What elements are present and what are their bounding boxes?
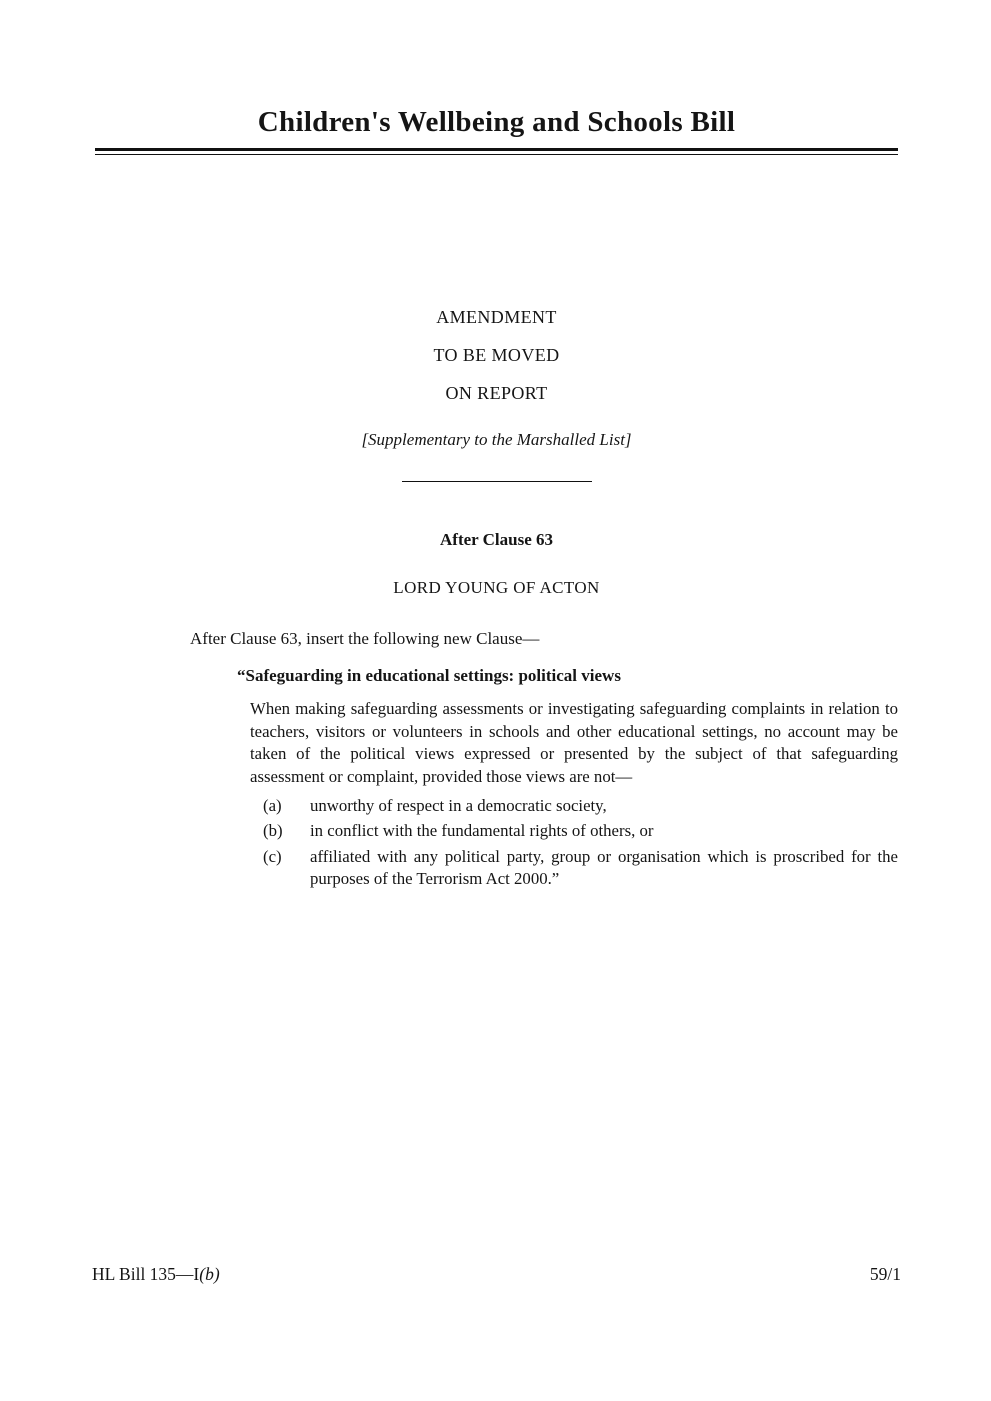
list-item-b <box>263 820 898 843</box>
mover-name: LORD YOUNG OF ACTON <box>393 578 600 597</box>
amendment-heading-line-3: ON REPORT <box>445 383 548 403</box>
list-item-c-label: (c) <box>263 846 282 866</box>
document-title: Children's Wellbeing and Schools Bill <box>257 106 736 138</box>
after-clause-heading: After Clause 63 <box>440 530 553 549</box>
instruction-text: After Clause 63, insert the following new Clause— <box>190 629 540 648</box>
list-item-a <box>263 795 898 818</box>
amendment-heading-line-1: AMENDMENT <box>436 307 557 327</box>
clause-body-paragraph: When making safeguarding assessments or investigating safeguarding complaints in relation to teachers, visitors or volunteers in schools and other educational settings, no account may be taken of the political views expressed or presented by the subject of that safeguarding assessment or complaint, provided those views are not— <box>250 699 898 786</box>
page-footer <box>92 1264 901 1285</box>
section-divider-rule <box>402 481 592 482</box>
list-item-a-label: (a) <box>263 796 282 816</box>
footer-amendment-number: 59/1 <box>869 1264 901 1284</box>
clause-subparagraph-list <box>263 795 898 890</box>
list-item-b-text: in conflict with the fundamental rights of others, or <box>310 821 654 841</box>
new-clause-title: “Safeguarding in educational settings: political views <box>237 666 621 685</box>
list-item-a-text: unworthy of respect in a democratic society, <box>310 796 607 816</box>
marshalled-list-note: [Supplementary to the Marshalled List] <box>361 430 632 449</box>
footer-bill-number <box>92 1264 220 1285</box>
footer-bill-number-prefix: HL Bill 135—I <box>92 1264 200 1284</box>
list-item-b-label: (b) <box>263 821 283 841</box>
footer-bill-number-suffix: (b) <box>199 1264 220 1284</box>
list-item-c <box>263 846 898 891</box>
amendment-heading-line-2: TO BE MOVED <box>433 345 560 365</box>
list-item-c-text: affiliated with any political party, group or organisation which is proscribed for the purposes of the Terrorism Act 2000.” <box>310 846 898 889</box>
title-double-rule <box>95 148 898 155</box>
